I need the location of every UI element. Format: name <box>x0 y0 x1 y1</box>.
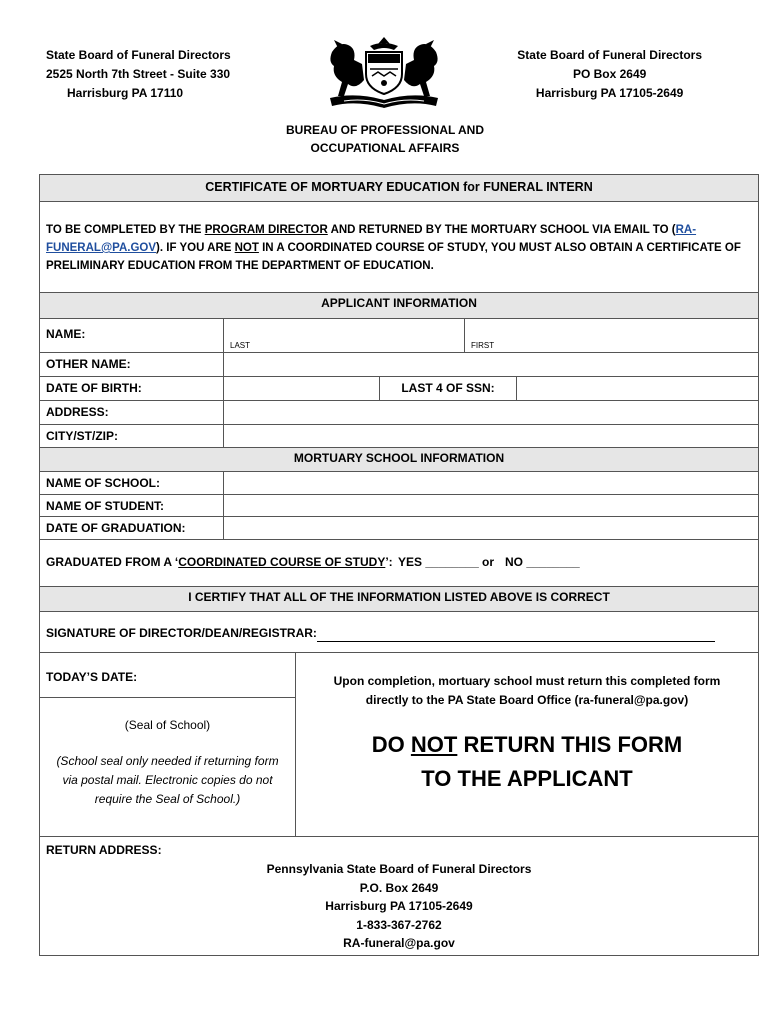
school-info-band <box>40 448 758 472</box>
first-name-field[interactable] <box>464 319 758 352</box>
header-left-line-3: Harrisburg PA 17110 <box>67 86 184 100</box>
header-left-address <box>46 46 231 103</box>
warning-rest: RETURN THIS FORM <box>463 732 683 757</box>
certificate-form <box>39 174 759 956</box>
city-row <box>40 425 758 448</box>
school-name-field[interactable] <box>223 472 758 494</box>
return-address-row <box>40 837 758 955</box>
last-name-hint: LAST <box>230 341 251 350</box>
warning-not: NOT <box>410 732 458 757</box>
coordinated-post: ’: <box>385 555 393 569</box>
instructions-part-3: ). IF YOU ARE <box>156 242 235 254</box>
coordinated-yes[interactable]: YES ________ <box>398 555 479 569</box>
graduation-row <box>40 517 758 540</box>
instructions-program-director: PROGRAM DIRECTOR <box>204 224 328 236</box>
email-link[interactable]: RA-FUNERAL@PA.GOV <box>46 224 697 254</box>
ssn-field[interactable] <box>516 377 758 400</box>
return-address-block <box>40 860 758 953</box>
certify-band <box>40 587 758 612</box>
signature-line[interactable] <box>317 641 715 642</box>
first-name-hint: FIRST <box>471 341 495 350</box>
instructions-part-1: TO BE COMPLETED BY THE <box>46 224 205 236</box>
return-address-email: RA-funeral@pa.gov <box>343 936 455 950</box>
warning-do: DO <box>371 732 405 757</box>
other-name-row <box>40 353 758 377</box>
instructions-part-2: AND RETURNED BY THE MORTUARY SCHOOL VIA EMAIL TO ( <box>327 224 676 236</box>
dob-row <box>40 377 758 401</box>
warning-line-1 <box>296 728 758 762</box>
school-name-label: NAME OF SCHOOL: <box>46 476 160 490</box>
applicant-info-heading: APPLICANT INFORMATION <box>321 296 477 310</box>
todays-date-label: TODAY’S DATE: <box>46 670 138 684</box>
signature-row <box>40 612 758 653</box>
address-field[interactable] <box>223 401 758 424</box>
address-label: ADDRESS: <box>46 405 109 419</box>
return-address-line-1: Pennsylvania State Board of Funeral Directors <box>266 862 532 876</box>
city-label: CITY/ST/ZIP: <box>46 429 118 443</box>
do-not-return-warning <box>296 728 758 796</box>
instructions-text <box>46 221 746 275</box>
student-name-row <box>40 495 758 517</box>
ssn-label: LAST 4 OF SSN: <box>401 381 495 395</box>
instructions-part-4: IN A COORDINATED COURSE OF STUDY, YOU MUST ALSO OBTAIN A CERTIFICATE OF PRELIMINARY EDUCATION FROM THE DEPARTMENT OF EDUCATION. <box>46 242 741 272</box>
graduation-label: DATE OF GRADUATION: <box>46 521 186 535</box>
return-address-label: RETURN ADDRESS: <box>46 843 162 857</box>
header-right-address <box>517 46 702 103</box>
header-right-line-3: Harrisburg PA 17105-2649 <box>535 86 684 100</box>
student-name-field[interactable] <box>223 495 758 516</box>
return-address-line-3: Harrisburg PA 17105-2649 <box>325 899 473 913</box>
applicant-info-band <box>40 293 758 319</box>
coordinated-row <box>40 540 758 587</box>
name-row <box>40 319 758 353</box>
coordinated-or: or <box>482 555 494 569</box>
form-title-band <box>40 175 758 202</box>
bureau-title <box>0 121 770 157</box>
completion-note: Upon completion, mortuary school must return this completed form directly to the PA State Board Office (ra-funeral@pa.gov) <box>333 674 721 707</box>
other-name-field[interactable] <box>223 353 758 376</box>
coordinated-no[interactable]: NO ________ <box>505 555 580 569</box>
ssn-label-cell <box>379 377 516 400</box>
dob-field[interactable] <box>223 377 379 400</box>
coordinated-course-of-study: COORDINATED COURSE OF STUDY <box>178 555 386 569</box>
coordinated-question <box>46 555 393 569</box>
school-info-heading: MORTUARY SCHOOL INFORMATION <box>293 451 505 465</box>
address-row <box>40 401 758 425</box>
school-name-row <box>40 472 758 495</box>
form-title: CERTIFICATE OF MORTUARY EDUCATION for FUNERAL INTERN <box>205 180 593 194</box>
date-seal-row <box>40 653 758 837</box>
seal-note: (School seal only needed if returning form via postal mail. Electronic copies do not require the Seal of School.) <box>56 754 279 806</box>
city-field[interactable] <box>223 425 758 447</box>
bureau-line-2: OCCUPATIONAL AFFAIRS <box>310 141 460 155</box>
coordinated-pre: GRADUATED FROM A ‘ <box>46 555 179 569</box>
instructions-row <box>40 202 758 293</box>
header-right-line-1: State Board of Funeral Directors <box>517 48 702 62</box>
student-name-label: NAME OF STUDENT: <box>46 499 164 513</box>
bureau-line-1: BUREAU OF PROFESSIONAL AND <box>285 123 484 137</box>
last-name-field[interactable] <box>223 319 464 352</box>
instructions-not: NOT <box>234 242 259 254</box>
return-address-phone: 1-833-367-2762 <box>356 917 442 932</box>
header-left-line-1: State Board of Funeral Directors <box>46 48 231 62</box>
signature-label: SIGNATURE OF DIRECTOR/DEAN/REGISTRAR: <box>46 626 317 640</box>
instructions-panel <box>295 653 758 836</box>
header-left-line-2: 2525 North 7th Street - Suite 330 <box>46 67 231 81</box>
warning-line-2: TO THE APPLICANT <box>421 766 633 791</box>
name-label: NAME: <box>46 327 86 341</box>
certify-heading: I CERTIFY THAT ALL OF THE INFORMATION LISTED ABOVE IS CORRECT <box>188 590 610 604</box>
graduation-field[interactable] <box>223 517 758 539</box>
other-name-label: OTHER NAME: <box>46 357 131 371</box>
seal-label: (Seal of School) <box>124 718 211 732</box>
return-address-line-2: P.O. Box 2649 <box>359 880 439 895</box>
school-seal-cell <box>40 698 295 836</box>
pennsylvania-coat-of-arms-seal <box>326 34 442 108</box>
todays-date-cell[interactable] <box>40 653 295 698</box>
header-right-line-2: PO Box 2649 <box>572 67 647 81</box>
dob-label: DATE OF BIRTH: <box>46 381 142 395</box>
